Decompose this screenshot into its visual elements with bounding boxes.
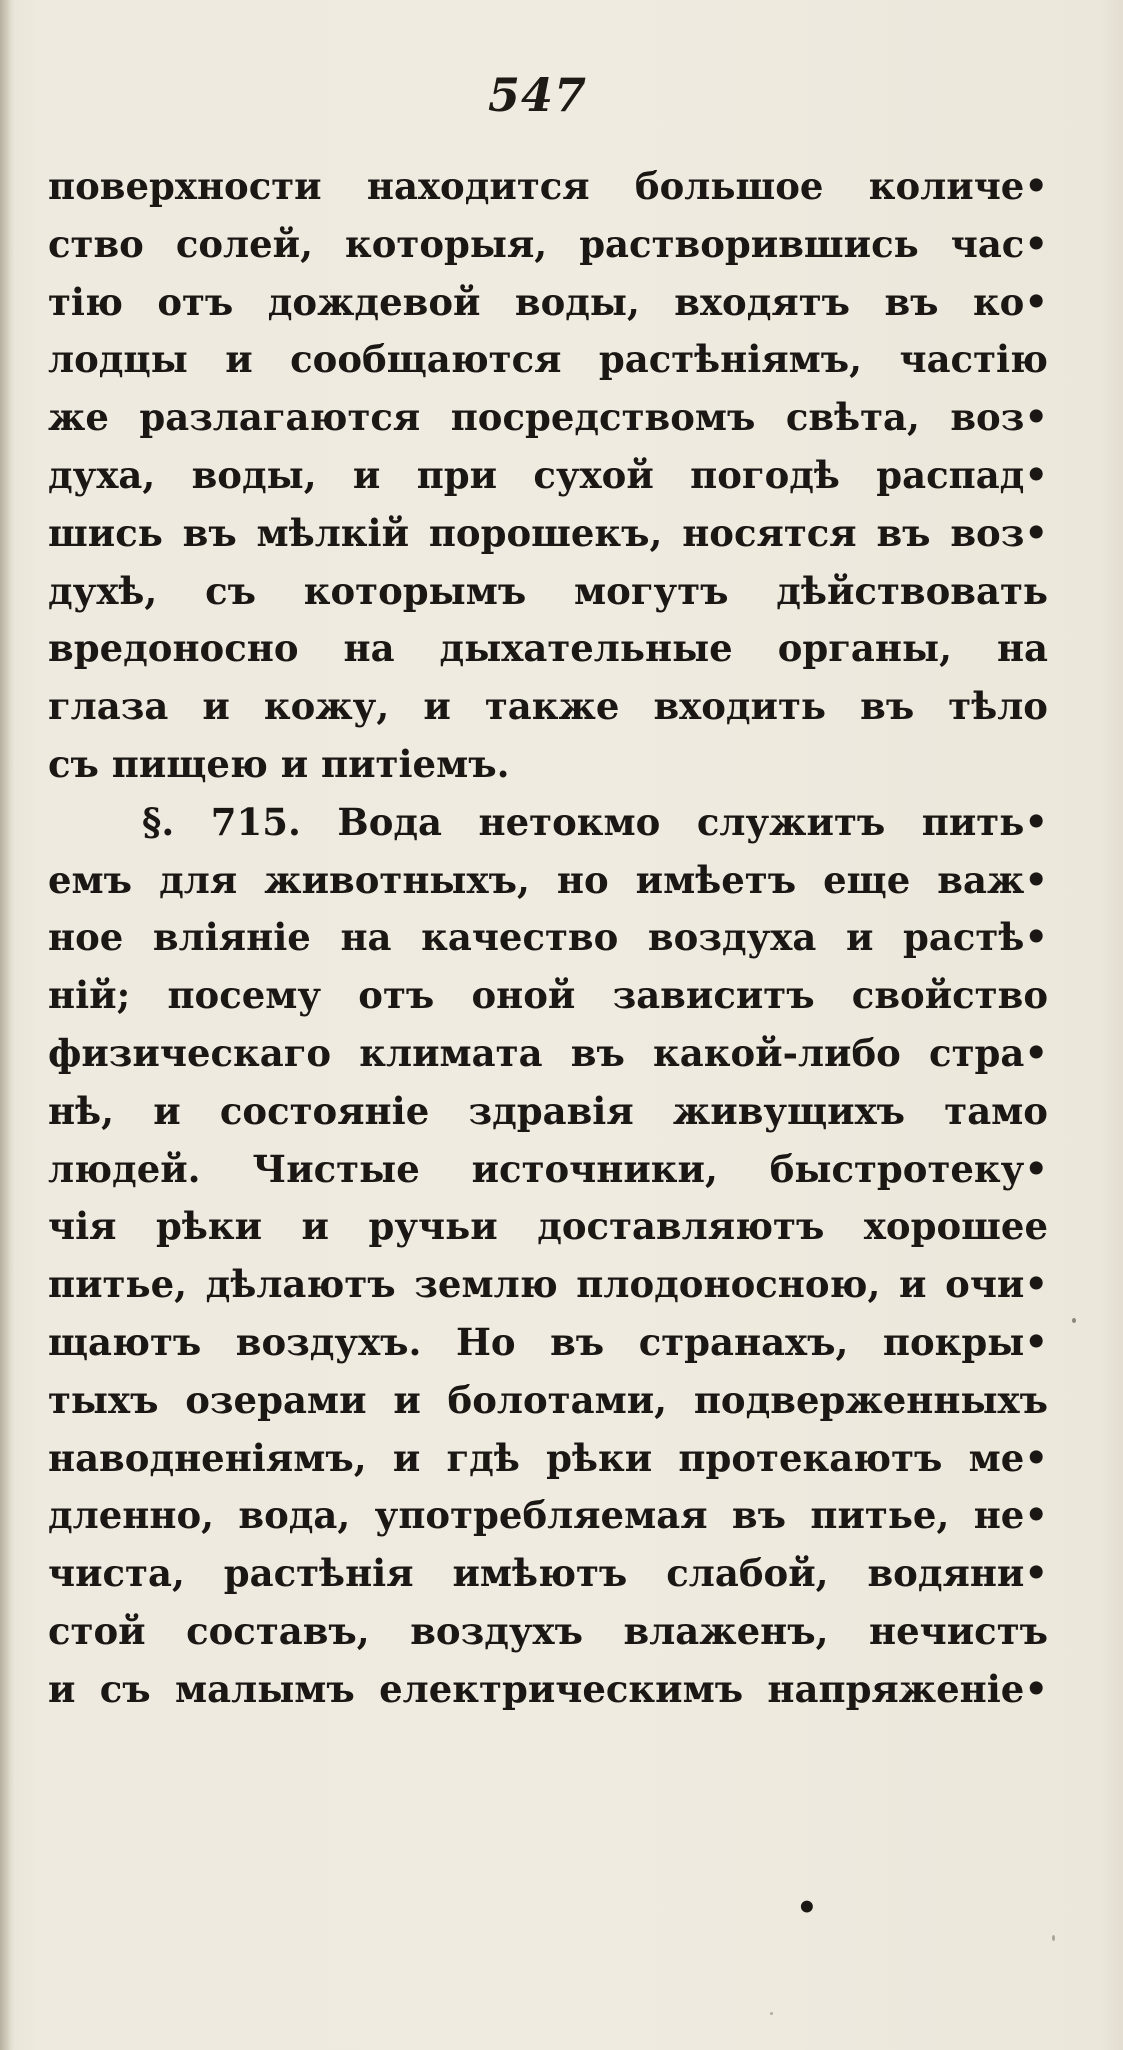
body-text	[48, 158, 1048, 1719]
text-line: же разлагаются посредствомъ свѣта, воз•	[48, 395, 1048, 440]
text-line: физическаго климата въ какой-либо стра•	[48, 1030, 1048, 1075]
text-line: ное вліяніе на качество воздуха и растѣ•	[48, 915, 1048, 960]
text-line-paragraph-start: §. 715. Вода нетокмо служитъ пить•	[142, 799, 1048, 844]
page-number: 547	[488, 68, 588, 122]
bottom-mark: •	[796, 1888, 818, 1928]
text-line: духѣ, съ которымъ могутъ дѣйствовать	[48, 568, 1048, 613]
text-line: тію отъ дождевой воды, входятъ въ ко•	[48, 279, 1048, 324]
text-line: духа, воды, и при сухой погодѣ распад•	[48, 452, 1048, 497]
text-line: лодцы и сообщаются растѣніямъ, частію	[48, 337, 1048, 382]
text-line: стой составъ, воздухъ влаженъ, нечистъ	[48, 1608, 1048, 1653]
text-line: шись въ мѣлкій порошекъ, носятся въ воз•	[48, 510, 1048, 555]
text-line: дленно, вода, употребляемая въ питье, не•	[48, 1493, 1048, 1538]
text-line: ство солей, которыя, растворившись час•	[48, 221, 1048, 266]
text-line: щаютъ воздухъ. Но въ странахъ, покры•	[48, 1319, 1048, 1364]
text-line: поверхности находится большое количе•	[48, 164, 1048, 208]
text-line: чія рѣки и ручьи доставляютъ хорошее	[48, 1204, 1048, 1249]
text-line: людей. Чистые источники, быстротеку•	[48, 1146, 1048, 1191]
text-line: чиста, растѣнія имѣютъ слабой, водяни•	[48, 1551, 1048, 1596]
text-line: глаза и кожу, и также входить въ тѣло	[48, 684, 1048, 729]
text-line: питье, дѣлаютъ землю плодоносною, и очи•	[48, 1262, 1048, 1307]
page-edge-shadow	[0, 0, 14, 2050]
paper-speck	[770, 2012, 773, 2015]
paper-speck	[1072, 1318, 1076, 1323]
text-line: наводненіямъ, и гдѣ рѣки протекаютъ ме•	[48, 1435, 1048, 1480]
text-line: емъ для животныхъ, но имѣетъ еще важ•	[48, 857, 1048, 902]
paper-speck	[905, 1690, 907, 1693]
text-line: и съ малымъ електрическимъ напряженіе•	[48, 1666, 1048, 1711]
text-line-paragraph-end: съ пищею и питіемъ.	[48, 741, 510, 786]
text-line: вредоносно на дыхательные органы, на	[48, 626, 1048, 671]
paper-speck	[1052, 1935, 1055, 1941]
text-line: тыхъ озерами и болотами, подверженныхъ	[48, 1377, 1048, 1422]
text-line: нѣ, и состояніе здравія живущихъ тамо	[48, 1088, 1048, 1133]
text-line: ній; посему отъ оной зависитъ свойство	[48, 973, 1048, 1018]
